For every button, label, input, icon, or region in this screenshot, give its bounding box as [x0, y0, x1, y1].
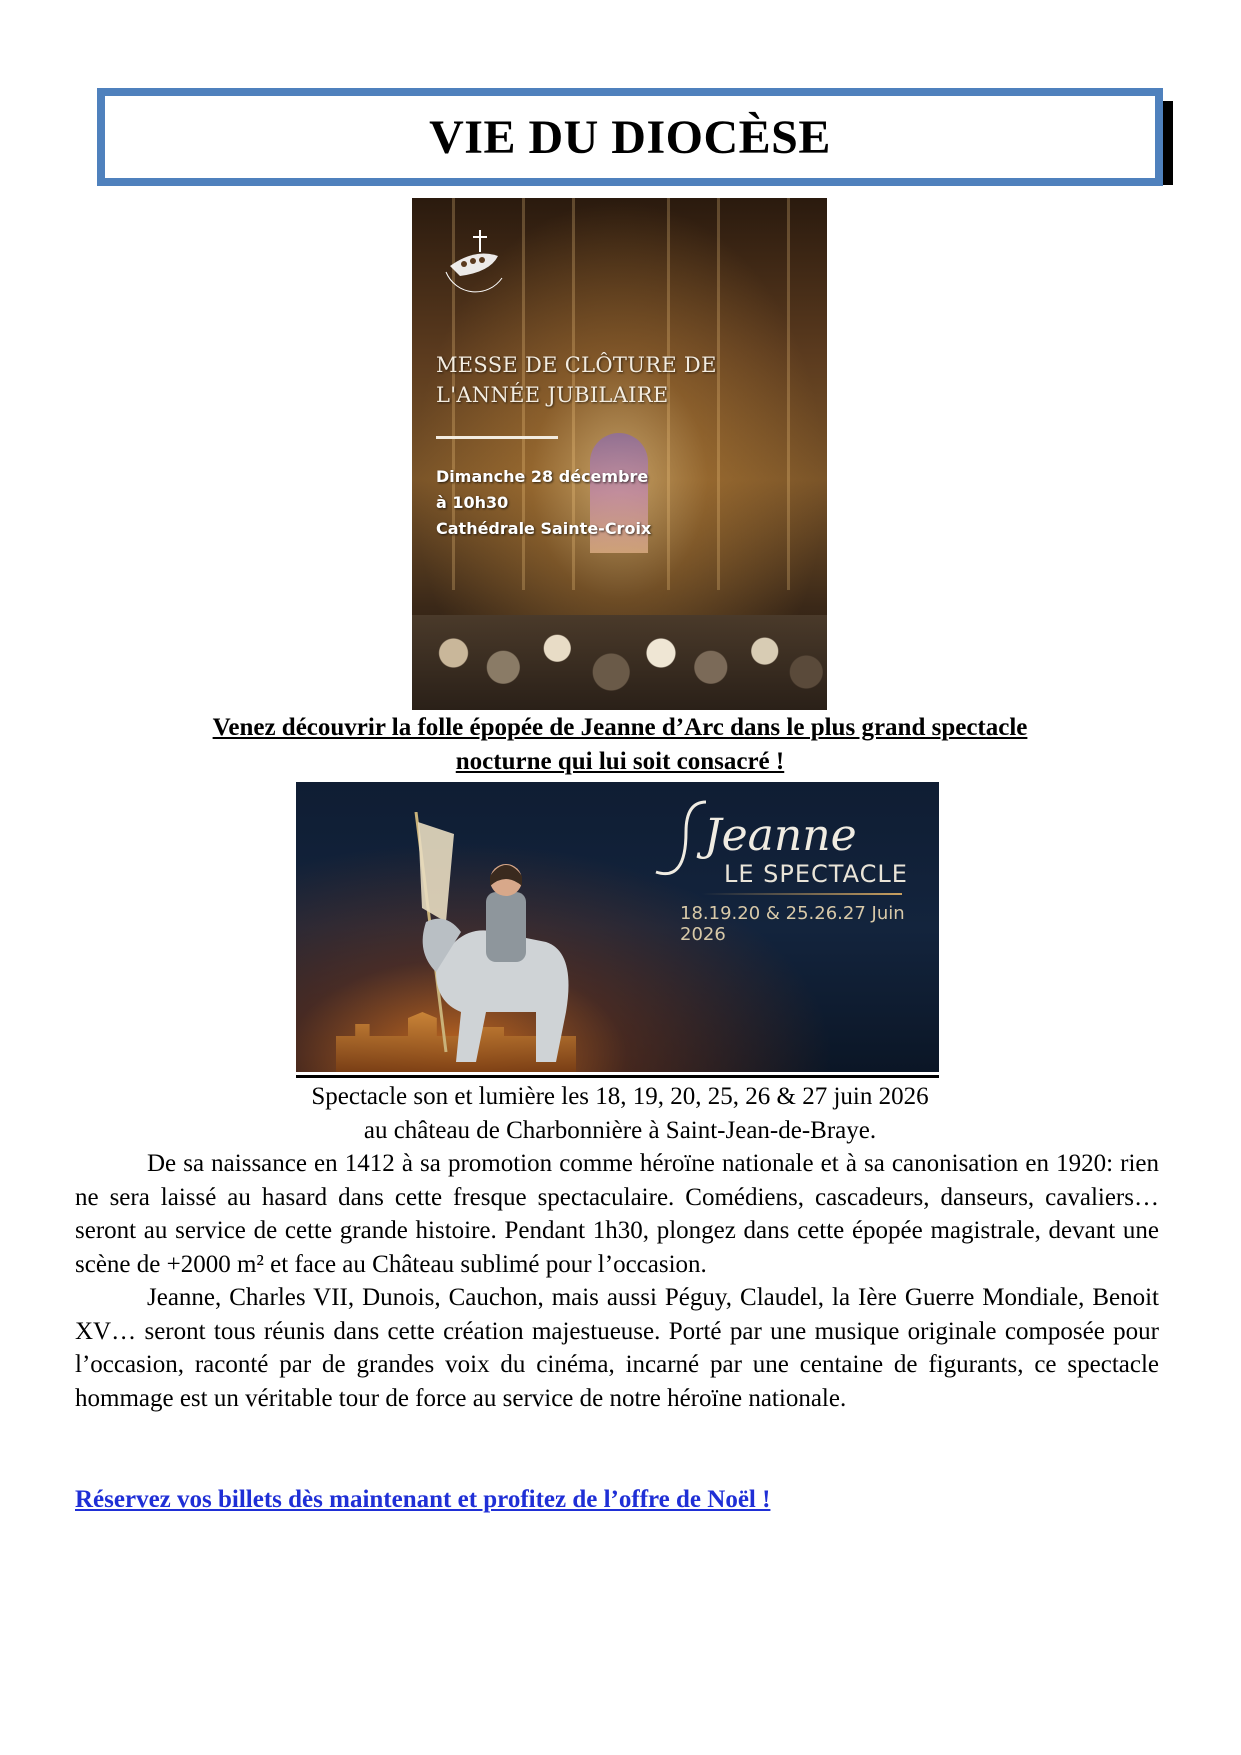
show-dates: 18.19.20 & 25.26.27 Juin 2026: [680, 903, 905, 945]
article-body: [75, 1147, 1159, 1415]
mass-time: à 10h30: [436, 493, 509, 512]
paragraph: Jeanne, Charles VII, Dunois, Cauchon, mais aussi Péguy, Claudel, la Ière Guerre Mondiale, Benoit XV… seront tous réunis dans cette création majestueuse. Porté par une musique originale composée pour l’occasion, raconté par de grandes voix du cinéma, incarné par une centaine de figurants, ce spectacle hommage est un véritable tour de force au service de notre héroïne nationale.: [75, 1284, 1159, 1412]
book-tickets-link[interactable]: Réservez vos billets dès maintenant et profitez de l’offre de Noël !: [75, 1486, 771, 1513]
header-box: [97, 88, 1163, 186]
divider: [702, 893, 902, 895]
mass-date: Dimanche 28 décembre: [436, 467, 649, 486]
mass-place: Cathédrale Sainte-Croix: [436, 519, 652, 538]
divider: [296, 1075, 939, 1078]
divider: [436, 436, 558, 439]
show-poster: [296, 782, 939, 1072]
mass-poster-details: [436, 464, 736, 542]
crowd-image: [412, 615, 827, 710]
event-info: Spectacle son et lumière les 18, 19, 20, 25, 26 & 27 juin 2026 au château de Charbonnière à Saint-Jean-de-Braye.: [311, 1083, 929, 1144]
svg-text:Jeanne: Jeanne: [704, 810, 857, 861]
page-title: VIE DU DIOCÈSE: [429, 110, 831, 164]
headline: Venez découvrir la folle épopée de Jeanne d’Arc dans le plus grand spectacle nocturne qui lui soit consacré !: [212, 714, 1028, 775]
paragraph: De sa naissance en 1412 à sa promotion comme héroïne nationale et à sa canonisation en 1920: rien ne sera laissé au hasard dans cette fresque spectaculaire. Comédiens, cascadeurs, danseurs, cavaliers… seront au service de cette grande histoire. Pendant 1h30, plongez dans cette épopée magistrale, devant une scène de +2000 m² et face au Château sublimé pour l’occasion.: [75, 1150, 1159, 1278]
show-subtitle: LE SPECTACLE: [724, 860, 908, 888]
jubilee-logo-icon: [440, 226, 510, 306]
mass-poster-title: MESSE DE CLÔTURE DE L'ANNÉE JUBILAIRE: [436, 353, 717, 407]
mass-poster: [412, 198, 827, 710]
joan-on-horse-illustration: [376, 812, 596, 1072]
